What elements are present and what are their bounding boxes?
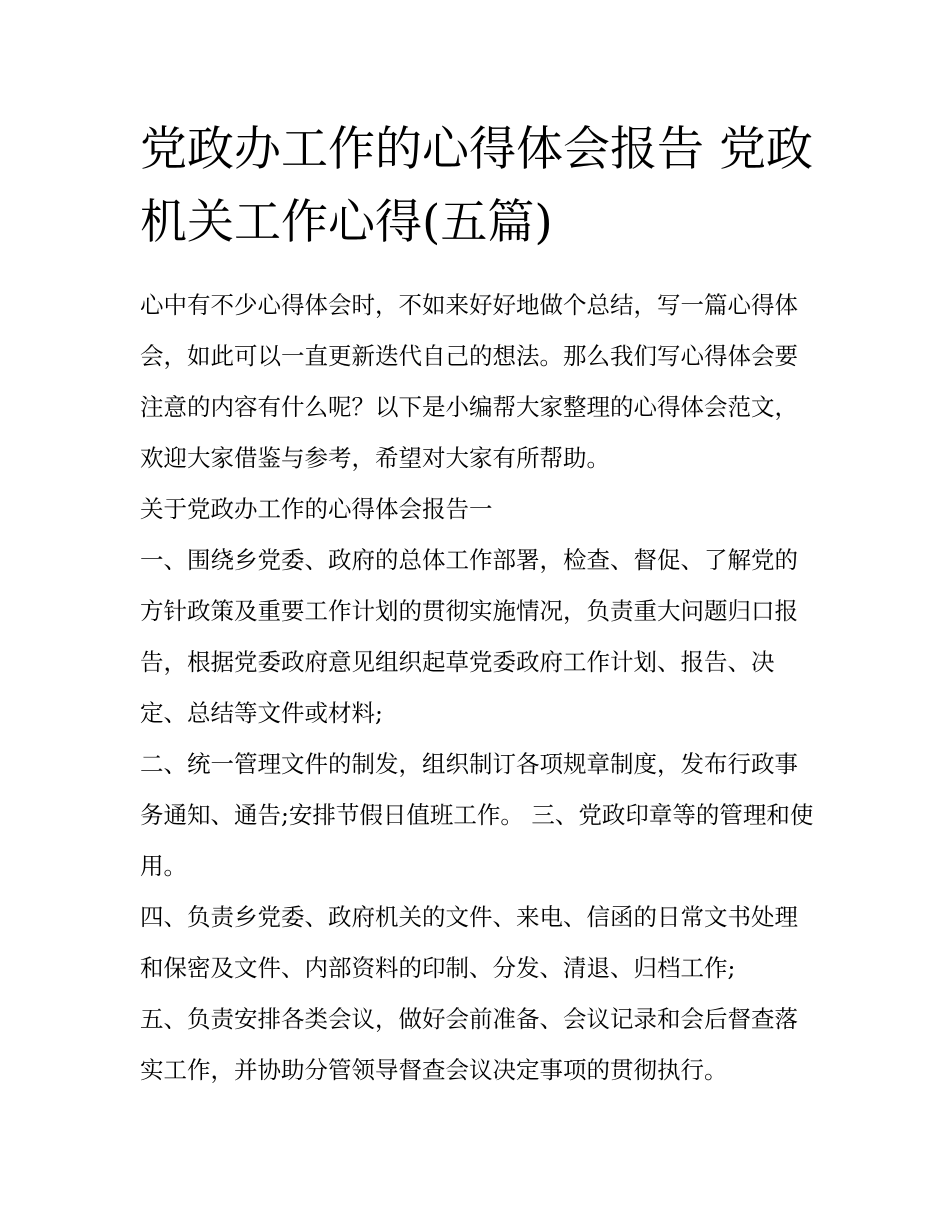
intro-paragraph: 心中有不少心得体会时，不如来好好地做个总结，写一篇心得体会，如此可以一直更新迭代自己的想法。那么我们写心得体会要注意的内容有什么呢？以下是小编帮大家整理的心得体会范文，欢迎大家借鉴与参考，希望对大家有所帮助。: [140, 291, 798, 472]
list-item-1: 一、围绕乡党委、政府的总体工作部署，检查、督促、了解党的方针政策及重要工作计划的贯彻实施情况，负责重大问题归口报告，根据党委政府意见组织起草党委政府工作计划、报告、决定、总结等文件或材料;: [140, 546, 798, 727]
document-title: 党政办工作的心得体会报告 党政机关工作心得(五篇): [140, 122, 813, 250]
section-heading: 关于党政办工作的心得体会报告一: [140, 495, 493, 523]
list-item-5: 五、负责安排各类会议，做好会前准备、会议记录和会后督查落实工作，并协助分管领导督查会议决定事项的贯彻执行。: [140, 1005, 798, 1084]
list-item-4: 四、负责乡党委、政府机关的文件、来电、信函的日常文书处理和保密及文件、内部资料的印制、分发、清退、归档工作;: [140, 903, 798, 982]
list-item-2: 二、统一管理文件的制发，组织制订各项规章制度，发布行政事务通知、通告;安排节假日值班工作。 三、党政印章等的管理和使用。: [140, 750, 814, 880]
document-body: [140, 280, 820, 1096]
